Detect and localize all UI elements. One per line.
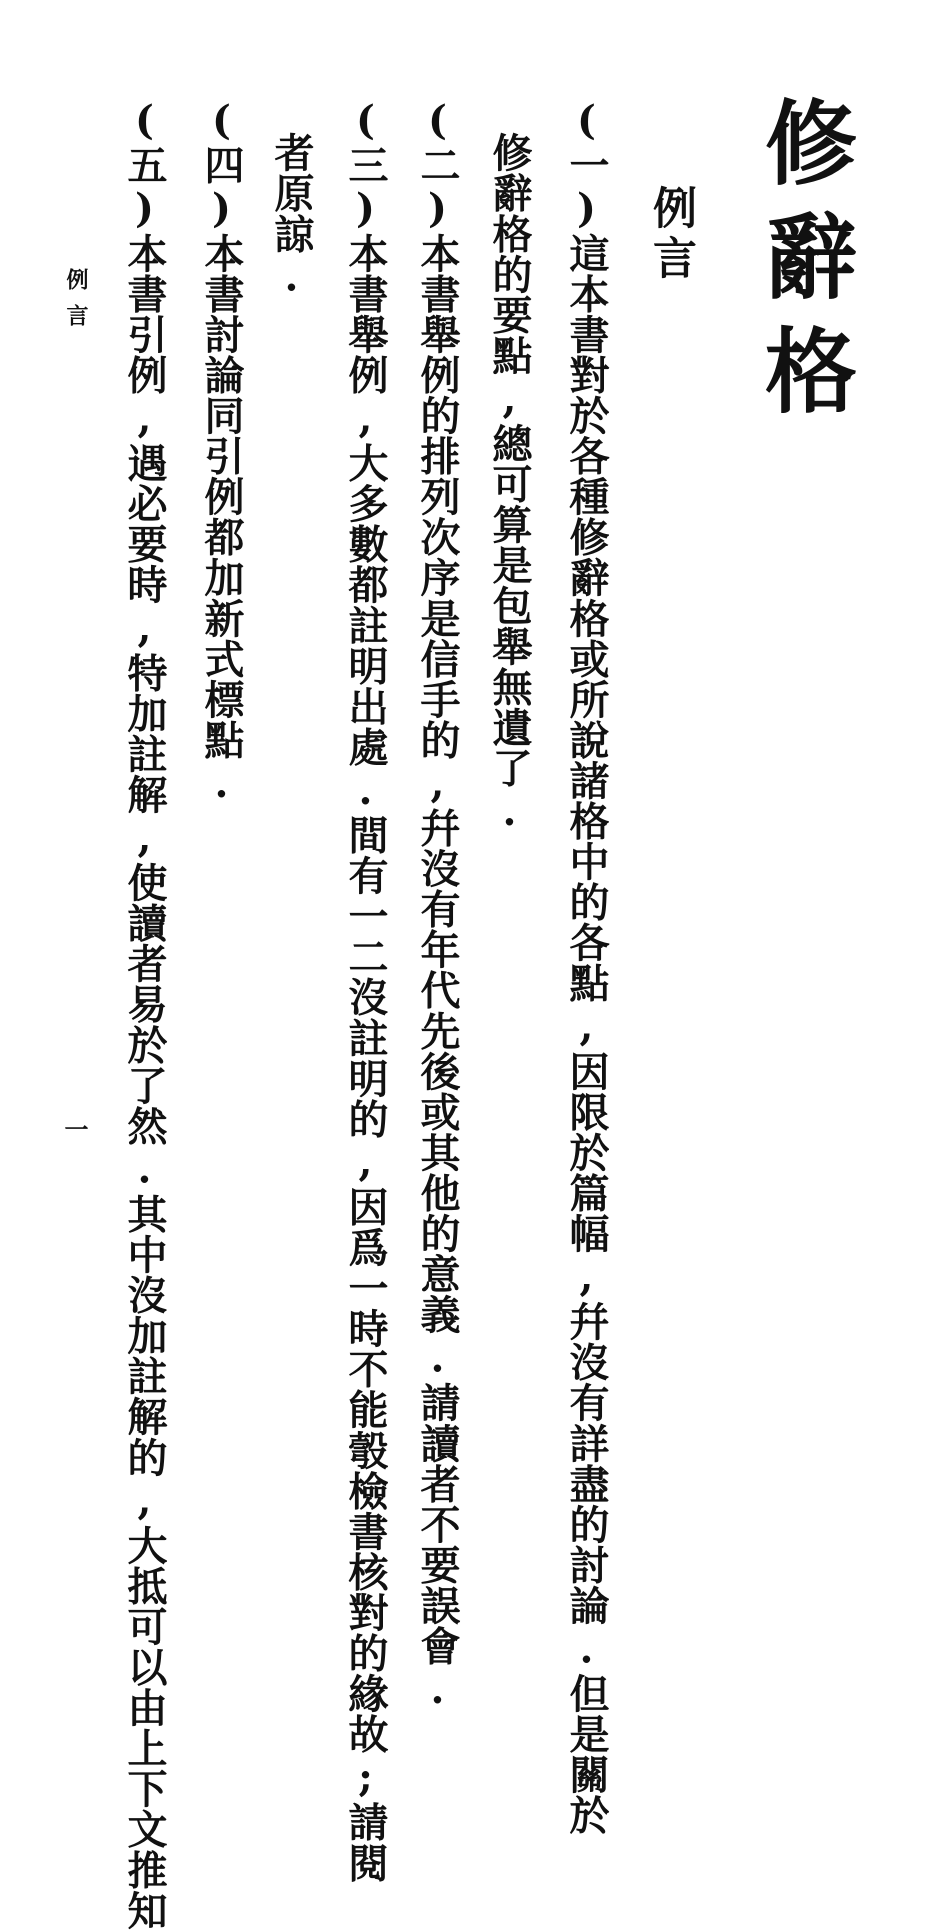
page-number: 一 — [60, 1117, 89, 1141]
text-column: 修辭格的要點,總可算是包舉無遺了. — [486, 132, 533, 836]
running-head: 例言 — [63, 268, 89, 340]
text-column: (五)本書引例,遇必要時,特加註解,使讀者易於了然.其中沒加註解的,大抵可以由上下文推知 — [121, 97, 168, 1930]
text-column: (三)本書舉例,大多數都註明出處.間有一二沒註明的,因爲一時不能彀檢書核對的緣故;請閱 — [342, 97, 389, 1883]
text-column: 者原諒. — [268, 132, 315, 302]
section-title: 例言 — [645, 185, 696, 285]
text-column: (四)本書討論同引例都加新式標點. — [198, 97, 245, 808]
book-title: 修辭格 — [750, 95, 858, 437]
text-column: (一)這本書對於各種修辭格或所說諸格中的各點,因限於篇幅,幷沒有詳盡的討論.但是關於 — [563, 97, 610, 1836]
text-column: (二)本書舉例的排列次序是信手的,幷沒有年代先後或其他的意義.請讀者不要誤會. — [414, 97, 461, 1714]
